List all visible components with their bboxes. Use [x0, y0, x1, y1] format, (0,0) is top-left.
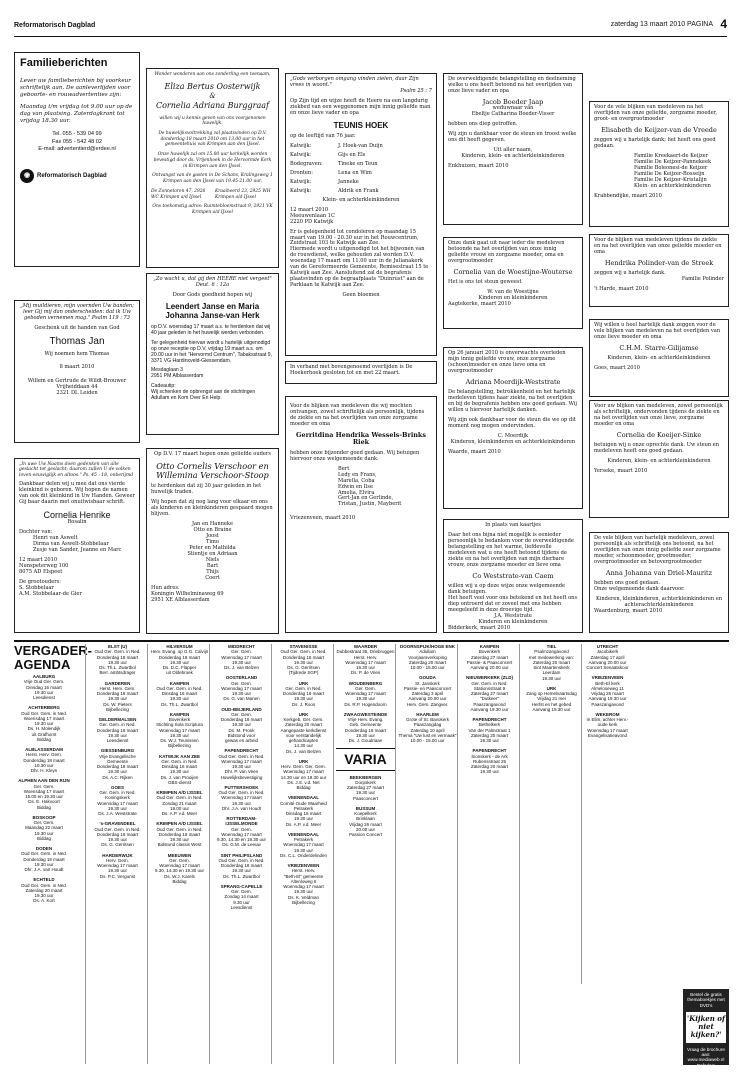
agenda-details: Oud Ger. Gem. in Ned. Woensdag 17 maart 19.30 uur Dhr. P. van Veen Huwelijksbevestiging [218, 753, 265, 780]
deceased-name-caem: Co Weststrate-van Caem [472, 571, 554, 580]
thanks-sinke: Voor uw blijken van medeleven, zowel persoonlijk als schriftelijk, ondervonden tijdens de ziekte en na het overlijden van onze lieve, zorgzame moeder en oma Cornelia de Koeijer-Sinke betuigen wij u onze oprechte dank. Uw steun en medeleven heeft ons goed gedaan. Kinderen, klein- en achterkleinkinderen Yerseke, maart 2010 [589, 400, 729, 518]
agenda-details: Psalmzangavond met medewerking van: Zaterdag 20 maart Sint Maartenskerk Leerdam 19.30 uur [528, 649, 575, 681]
agenda-entry [274, 681, 333, 707]
agenda-place: ECHTELD [33, 877, 55, 883]
obituary-teunis-hoek: „Gods verborgen omgang vinden zielen, daar Zijn vrees in woont." Psalm 25 : 7 Op Zijn tijd en wijze heeft de Heere na een langdurig ziekbed van een weggenomen mijn innig geliefde man en onze lieve vader en opa TEUNIS HOEK op de leeftijd van 76 jaar. Katwijk: J. Hoek-van Duijn Katwijk: Gijs en Els Bodegraven: Tineke en Teun Dronten: Lena en Wim Katwijk: Janneke Katwijk: Aldrik en Frank Klein- en achterkleinkinderen 12 maart 2010 Meeuwenlaan 1C 2220 PD Katwijk Er is gelegenheid tot condoleren op maandag 15 maart van 19.00 - 20.30 uur in het Rouwcentrum, Zuidstraat 103 te Katwijk aan Zee. Hiermede wordt u uitgenodigd tot het bijwonen van de rouwdienst, welke gehouden zal worden D.V. woensdag 17 maart om 11.00 uur in de Julianakerk van de Gereformeerde Gemeente, Remisestraat 15 te Katwijk aan Zee. Aansluitend zal de begrafenis plaatsvinden op de begraafplaats "Duinrust" aan de Parklaan te Katwijk aan Zee. Geen bloemen [285, 73, 437, 356]
ad-quote: 'Kijken of niet kijken?' [686, 1012, 726, 1043]
agenda-entry [212, 644, 271, 670]
agenda-place: PAPENDRECHT [224, 748, 259, 754]
deceased-name-keijzer: Elisabeth de Keijzer-van de Vreede [601, 125, 717, 134]
agenda-entry [398, 675, 457, 707]
page-header [14, 17, 727, 37]
agenda-entry [336, 806, 395, 838]
thanks-baaij: De overweldigende belangstelling en deelneming welke u ons heeft betoond na het overlijden van onze lieve vader en opa Jacob Boeder Jaap weduwnaar van Ebeltje Catharina Boeder-Visser hebben ons diep getroffen. Wij zijn u dankbaar voor de steun en troost welke ons dit heeft gegeven. Uit aller naam, Kinderen, klein- en achterkleinkinderen Enkhuizen, maart 2010 [443, 73, 583, 225]
agenda-place: HAARLEM [416, 711, 439, 717]
agenda-place: DODEN [35, 846, 53, 851]
agenda-details: Bovenkerk Zaterdag 27 maart Passie- & Paasconcert Aanvang 20.00 uur [466, 649, 513, 670]
agenda-place: DOORNSPIJK/HOGE ENK [399, 644, 455, 649]
family-member: Familie De Keijzer-Kristalijn [634, 177, 707, 184]
closure-notice: In verband met bovengenoemd overlijden is De Hoekerhoek gesloten tot en met 22 maart. [285, 361, 437, 384]
agenda-place: BOSKOOP [32, 814, 56, 820]
agenda-entry [88, 644, 147, 676]
family-member: Amelia, Elvira [338, 489, 375, 496]
agenda-entry [460, 644, 519, 670]
agenda-place: PUTTERSHOEK [224, 784, 259, 790]
agenda-details: Oud Ger. Gem. in Ned. Donderdag 18 maart 19.30 uur Bidstond classis West [156, 826, 203, 848]
agenda-place: KAMPEN [169, 711, 190, 717]
agenda-entry [14, 877, 74, 903]
baby-name-henrike: Cornelia Henrike [43, 509, 111, 520]
agenda-details: Comité Oude Waarheid Petrakerk Dinsdag 16 maart 19.30 uur Ds. A.P. v.d. Meer [280, 800, 327, 827]
agenda-entry [212, 675, 271, 701]
agenda-place: VEENENDAAL [287, 831, 319, 837]
agenda-details: Ger. Gem. Donderdag 18 maart 19.30 uur Ds. M. Pronk Bidstond voor gewas en arbeid [220, 711, 263, 743]
couple-names: Leendert Janse en Maria Johanna Janse-van Herk [165, 301, 260, 320]
agenda-place: HILVERSUM [166, 644, 193, 649]
agenda-place: MEEUWEN [167, 852, 192, 858]
groom-name: Eliza Bertus Oosterwijk [164, 81, 261, 91]
agenda-entry [88, 717, 147, 743]
agenda-entry [150, 754, 209, 786]
child-name: Joost [206, 533, 219, 539]
agenda-entry [584, 712, 631, 738]
agenda-details: Herst. Herv. Gem. Donderdag 18 maart 19.30 uur Dhr. H. Kleyn [23, 752, 65, 773]
agenda-entry [460, 748, 519, 774]
agenda-details: Kerkgeb. Ger. Gem. Zaterdag 20 maart Aangepaste kerkdienst voor verstandelijk gehandicapten 14.30 uur Ds. J. van Belzen [280, 717, 327, 754]
contact-fax: Fax 055 - 542 48 02 [51, 138, 103, 145]
agenda-place: KRIMPEN A/D IJSSEL [156, 790, 203, 795]
agenda-details: Oud Ger. Gem. in Ned. Donderdag 18 maart 19.30 uur Dhr. J.A. van Houdt [20, 851, 68, 872]
agenda-entry [150, 681, 209, 707]
agenda-entry [14, 778, 74, 810]
thanks-moerdijk: Op 26 januari 2010 is onverwachts overleden mijn innig geliefde vrouw, onze zorgzame (schoon)moeder en onze lieve oma en overgrootmoeder Adriana Moerdijk-Weststrate De belangstelling, betrokkenheid en het hartelijk medeleven tijdens haar ziekte, na het overlijden en bij de begrafenis hebben ons goed gedaan. Wij willen u hiervoor hartelijk danken. Wij zijn ook dankbaar voor de steun die we op dit moment nog mogen ondervinden. C. Moerdijk Kinderen, kleinkinderen en achterkleinkinderen Waarde, maart 2010 [443, 347, 583, 509]
agenda-entry [150, 712, 209, 749]
agenda-details: In Elim, achter Herv.-oude kerk Woensdag 17 maart Evangelisatieavond [586, 717, 629, 738]
agenda-entry [14, 747, 74, 773]
agenda-entry [150, 853, 209, 885]
agenda-place: UTRECHT [596, 644, 619, 649]
agenda-details: Ger. Gem. in Ned. Stationsstraat 9 Zaterdag 27 maart "Dutkeer" Paaszangavond Aanvang 19.30 uur [470, 680, 509, 712]
familieberichten-intro: Lever uw familieberichten bij voorkeur schriftelijk aan. De aanleverlijden voor geboorte- en rouwadvertenties zijn: [20, 77, 131, 99]
agenda-place: WEKEROM [595, 711, 620, 717]
family-list [594, 154, 724, 190]
agenda-entry [274, 712, 333, 754]
family-row [290, 189, 432, 195]
page-number: 4 [720, 17, 727, 31]
deceased-name-sinke: Cornelia de Koeijer-Sinke [616, 430, 702, 439]
agenda-place: URK [298, 680, 309, 686]
agenda-entry [460, 675, 519, 712]
children-list [151, 522, 274, 582]
baby-name: Thomas Jan [49, 335, 105, 347]
agenda-place: GELDERMALSEN [98, 717, 137, 722]
family-member: Edwin en Ilse [338, 483, 374, 490]
agenda-place: URK [546, 685, 557, 691]
agenda-place: PAPENDRECHT [472, 717, 507, 722]
agenda-place: GIESSENBURG [100, 748, 135, 754]
agenda-details: Ger. Gem. Zondag 14 maart 9.30 uur Leesdienst [224, 889, 259, 910]
agenda-place: PAPENDRECHT [472, 748, 507, 754]
agenda-details: Ger. Gem. Woensdag 17 maart 19.30 uur Ds. R.P. Hogendoorn [344, 685, 387, 707]
agenda-details: Ger. Gem. Woensdag 17 maart 19.30 uur Ds. J. van Belzen [221, 649, 262, 670]
agenda-place: VRIEZENVEEN [287, 863, 320, 868]
agenda-details: Beth-El kerk Almeloseweg 11 Vrijdag 26 maart Aanvang 19.30 uur Paaszangavond [588, 680, 627, 707]
agenda-details: Oud Ger. Gem. in Ned. Zondag 21 maart 19.00 uur Ds. A.P. v.d. Meer [156, 795, 203, 816]
agenda-place: WOUDENBERG [348, 680, 383, 686]
agenda-entry [336, 712, 395, 744]
agenda-entry [88, 681, 147, 713]
agenda-title: VERGADER-AGENDA [14, 643, 93, 672]
agenda-details: Herst. Herv. Gem. Donderdag 18 maart 19.30 uur Ds. W. Pieters Bijbellezing [96, 685, 139, 712]
agenda-column [271, 644, 333, 1064]
agenda-entry [274, 832, 333, 858]
family-place: Katwijk: [290, 151, 312, 158]
agenda-place: HARDERWIJK [102, 852, 133, 858]
agenda-details: Oud Ger. Gem. in Ned. Donderdag 18 maart 19.30 uur Ds. Th.L. Zwartbol [218, 857, 265, 879]
agenda-place: ELST (U) [108, 644, 127, 649]
agenda-details: Ger. Gem. Woensdag 17 maart 9.30, 14.30 en 19.30 uur Ds. G.M. de Leeuw [216, 826, 267, 848]
child-name: Timo [206, 538, 219, 545]
family-member: Marella, Coba [338, 477, 375, 484]
family-name: Janneke [338, 178, 359, 185]
agenda-place: TIEL [546, 644, 557, 649]
family-member: Gert-Jan en Gerlinde, [338, 495, 394, 502]
contact-email[interactable]: E-mail: advertentierd@erdee.nl [38, 145, 116, 152]
family-row [290, 162, 432, 168]
familieberichten-title: Familieberichten [20, 57, 108, 69]
child-name: Otto en Braine [193, 527, 232, 534]
agenda-details: Zang op Hemelvaartsdag Vrijdag 21 mei Herfst en het gebed Aanvang 19.30 uur [526, 691, 577, 712]
agenda-details: Oud Ger. Gem. in Ned. Donderdag 18 maart 19.30 uur Ds. G. Gerritsen [94, 826, 141, 848]
family-member: Familie Kreekaert-de Keijzer [634, 153, 709, 160]
agenda-entry [274, 795, 333, 827]
agenda-entry [88, 785, 147, 817]
family-list [290, 144, 432, 195]
agenda-place: GOUDA [419, 675, 436, 681]
agenda-place: ALPHEN AAN DEN RIJN [18, 778, 70, 784]
agenda-place: KAMPEN [479, 644, 500, 649]
agenda-entry [274, 759, 333, 791]
agenda-entry [212, 707, 271, 744]
couple-names-verschoor: Otto Cornelis Verschoor en Willemina Verschoor-Stoop [156, 460, 269, 481]
agenda-column [85, 644, 147, 1064]
agenda-entry [584, 644, 631, 670]
agenda-entry [398, 644, 457, 670]
family-row [290, 180, 432, 186]
child-name: Stientje en Adriaan [187, 550, 238, 557]
agenda-place: URK [298, 711, 309, 717]
family-name: Tineke en Teun [338, 160, 378, 167]
deceased-name: TEUNIS HOEK [333, 120, 389, 130]
agenda-details: Ger. Gem. in Ned. Donderdag 18 maart 19.30 uur Ds. J. Roos [282, 685, 325, 707]
family-row [290, 153, 432, 159]
family-member: Familie Boleonesi-de Keijzer [634, 165, 708, 172]
child-name: Coert [205, 574, 220, 581]
agenda-details: Bovenkerk Stichting Sola Scriptura Woensdag 17 maart 19.30 uur Ds. W.J. Teunissen Bijbellezing [156, 717, 203, 749]
agenda-entry [150, 644, 209, 676]
family-member: Ledy en Frans, [338, 471, 377, 478]
agenda-details: Oud Ger. Gem. in Ned. Woensdag 17 maart 19.30 uur Ds. H. Molendijk uit Grafhorst Biddag [20, 710, 68, 742]
familieberichten-deadline: Maandag t/m vrijdag tot 9.00 uur op de dag van plaatsing. Zaterdagkrant tot vrijdag 18.30 uur. [20, 103, 133, 125]
agenda-details: Jacobikerk Zaterdag 17 april Aanvang 20.00 uur Concert Senaatskoor [586, 649, 629, 670]
agenda-place: SPRANG-CAPELLE [220, 883, 263, 889]
birth-thomas: „Mij muildieren, mijn voernden Uw banden; leer Gij mij dan onderscheiden: dat ik Uw geboden vernemen mag." Psalm 119 : 73 Geschenk uit de handen van God Thomas Jan Wij noemen hem Thomas 8 maart 2010 Willem en Gertrude de Wildt-Brouwer Vrijheiddaan 44 2321 DL Leiden [14, 300, 140, 443]
thanks-gilijamse: Wij willen u heel hartelijk dank zeggen voor de vele blijken van medeleven na het overlijden van onze lieve moeder en oma C.H.M. Starre-Gilijamse Kinderen, klein- en achterkleinkinderen Goes, maart 2010 [589, 319, 729, 397]
agenda-details: Vrije Evangelische Gemeente Donderdag 18 maart 19.30 uur Ds. A.C. Rijken [96, 753, 139, 780]
agenda-entry [14, 815, 74, 841]
agenda-details: Ger. Gem. Maandag 22 maart 19.30 uur Biddag [25, 820, 63, 841]
deceased-name-baaij: Jacob Boeder Jaap [482, 97, 544, 106]
agenda-entry [88, 853, 147, 879]
agenda-details: Herst. Herv. "Beth-El" gemeente Altenloweg 6 Woensdag 17 maart 19.30 uur Ds. K. Veldman Bijbellezing [283, 868, 324, 905]
bride-name: Cornelia Adriana Burggraaf [155, 101, 269, 111]
family-name: Gijs en Els [338, 151, 366, 158]
agenda-place: WAARDER [353, 644, 378, 649]
agenda-entry [14, 846, 74, 872]
agenda-entry [212, 853, 271, 879]
rd-logo-icon: ◉ [20, 169, 34, 183]
agenda-place: KAMPEN [169, 680, 190, 686]
agenda-entry [336, 775, 395, 801]
agenda-details: Ger. Gem. Woensdag 17 maart 15.00 en 19.30 uur Ds. E. Hakvoort Biddag [23, 783, 65, 810]
agenda-details: Petrakerk Woensdag 17 maart 19.30 uur Ds. C.L. Onderdelinden [279, 837, 328, 858]
wedding-announcement: Wonder wonderen aan ons zonderling een toenaam, Eliza Bertus Oosterwijk & Cornelia Adriana Burggraaf willen wij u kennis geven van ons voorgenomen huwelijk. De huwelijksvoltrekking zal plaatsvinden op D.V. donderdag 18 maart 2010 om 13.00 uur in het gemeentehuis van Krimpen aan den IJssel. Onze huwelijk zal om 15.00 uur kerkelijk worden bevestigd door ds. Vrijenhoek in de Hervormde Kerk in Krimpen aan den IJssel. Ontvangst van de gasten in De Schans, Kralingsweg 1 Krimpen aan den IJssel van 19.45-21.00 uur. De Zonnetoren 47, 2926 WC Krimpen a/d IJssel Kraaiheerd 23, 2925 WH Krimpen a/d IJssel Ons toekomstig adres: Ruimtebloemstraat 9, 2921 VK Krimpen a/d IJssel [146, 68, 279, 268]
birth-cornelia-henrike: „In uwe Uw Naams doen gedenken van alle geslacht tot geslacht; daarom zullen U de volken loven eeuwiglijk en altoos." Ps. 45 : 18, onberijmd Dankbaar delen wij u mee dat ons vierde kleinkind is geboren. Wij hopen de namen van ook dit kleinkind in Uw Handen. Geweer Gij baar daarin met onuitwisbaar schrift. Cornelia Henrike Rosalin Dochter van: Henri van Aswelt Dirma van Aswelt-Stobbelaar Zusje van Sander, Jeanne en Marc 12 maart 2010 Nunspeterweg 100 8075 AD Elspeet De grootouders: S. Stobbelaar A.M. Stobbelaar-de Gier [14, 458, 140, 633]
agenda-entry [522, 686, 581, 712]
agenda-place: MIDDRECHT [228, 644, 255, 649]
agenda-place: GARDEREN [104, 680, 131, 686]
family-row [290, 144, 432, 150]
agenda-details: Sionskerk - de Ark Rubensstraat 25 Zaterdag 20 maart 19.30 uur [470, 753, 509, 775]
deceased-name-wessels: Gerritdina Hendrika Wessels-Brinks Riek [296, 430, 426, 447]
varia-heading: VARIA [336, 748, 395, 770]
agenda-details: Ger. Gem. in Ned. Donderdag 18 maart 19.30 uur Leesdienst [96, 722, 139, 743]
agenda-place: GOES [110, 784, 124, 790]
agenda-entry [212, 884, 271, 910]
family-member: Bert [338, 465, 350, 472]
rd-logo: ◉ Reformatorisch Dagblad [20, 169, 134, 183]
agenda-column [519, 644, 581, 1064]
agenda-details: Koepelkerk Brinklaan Vrijdag 26 maart 20.00 uur Passion Concert [348, 811, 383, 838]
agenda-place: VEENENDAAL [287, 795, 319, 801]
agenda-column [147, 644, 209, 1064]
thanks-streek: Voor de blijken van medeleven tijdens de ziekte en na het overlijden van onze geliefde moeder en oma Hendrika Polinder-van de Streek zeggen wij u hartelijk dank. Familie Polinder 't Harde, maart 2010 [589, 234, 729, 307]
agenda-details: Oud Ger. Gem. in Ned. Woensdag 17 maart 19.30 uur Dhr. J.A. van Houdt [218, 790, 265, 811]
agenda-entry [14, 705, 74, 742]
deceased-name-mauritz: Anna Johanna van Driel-Mauritz [605, 568, 713, 577]
familieberichten-box [14, 52, 140, 267]
child-name: Peter en Mathilda [189, 544, 236, 551]
family-list [290, 467, 432, 509]
agenda-details: Adullam Voorjaarsverkoping Zaterdag 20 maart 10.00 - 15.00 uur [408, 649, 447, 670]
issue-date: zaterdag 13 maart 2010 PAGINA [610, 21, 713, 28]
agenda-entry [398, 712, 457, 744]
agenda-place: 's-GRAVENDEEL [99, 821, 136, 827]
family-member: Tristan, Justin, Mayberit [338, 501, 402, 508]
agenda-details: Oud Ger. Gem. in Ned. Dinsdag 16 maart 19.30 uur Ds. Th.L. Zwartbol [156, 685, 203, 707]
agenda-column [581, 644, 631, 984]
agenda-place: URK [298, 758, 309, 764]
child-name: Bart [206, 562, 219, 569]
agenda-details: Vrije Herv. Evang. Geb. Gemeente Donderdag 18 maart 19.30 uur Ds. J. Goudriaan [344, 717, 387, 743]
family-name: Aldrik en Frank [338, 187, 379, 194]
anniversary-verschoor: Op D.V. 17 maart hopen onze geliefde ouders Otto Cornelis Verschoor en Willemina Verschoor-Stoop te herdenken dat zij 30 jaar geleden in het huwelijk traden. Wij hopen dat zij nog lang voor elkaar en ons als kinderen en kleinkinderen gespaard mogen blijven. Jan en Hanneke Otto en Braine Joost Timo Peter en Mathilda Stientje en Adriaan Niels Bart Thijs Coert Hun adres: Koningin Wilhelminaweg 69 2951 XE Alblasserdam [146, 448, 279, 634]
thanks-wouterse: Onze dank gaat uit naar ieder die medeleven betoonde na het overlijden van onze innig geliefde vrouw en zorgzame moeder, oma en overgrootmoeder Cornelia van de Woestijne-Wouterse Het is ons tot steun geweest W. van de Woestijne Kinderen en kleinkinderen Aagtekerke, maart 2010 [443, 237, 583, 329]
agenda-details: Ger. Gem. Woensdag 17 maart 9.30, 14.30 en 19.30 uur Ds. W.J. Karels Biddag [154, 857, 205, 884]
agenda-details: Oud Ger. Gem. in Ned. Donderdag 18 maart 19.30 uur Ds. G. Gerritsen (Tijdrede SGP) [280, 649, 327, 676]
agenda-place: SINT PHILIPSLAND [220, 852, 263, 858]
family-place: Katwijk: [290, 178, 312, 185]
deceased-name-wouterse: Cornelia van de Woestijne-Wouterse [453, 267, 573, 276]
agenda-entry [584, 675, 631, 707]
family-place: Katwijk: [290, 187, 312, 194]
agenda-entry [336, 681, 395, 707]
agenda-place: KATWIJK AAN ZEE [159, 753, 200, 759]
agenda-place: ROTTERDAM-IJSSELMONDE [225, 816, 258, 827]
anniversary-janse: „Zo wacht u, dat gij den HEERE niet vergeet" Deut. 6 : 12a Door Gods goedheid hopen wij Leendert Janse en Maria Johanna Janse-van Herk op D.V. woensdag 17 maart a.s. te herdenken dat wij 40 jaar geleden in het huwelijk werden verbonden. Ter gelegenheid hiervan wordt u hartelijk uitgenodigd op onze receptie op D.V. vrijdag 19 maart a.s. om 20.00 uur in het "Hervormd Centrum", Tabaksstraat 9, 3371 VG Hardinxveld-Giessendam. Mesdaglaan 3 2951 PM Alblasserdam Cadeautip: Wij schenken de opbrengst aan de stichtingen Adullam en Kom Over En Help. [146, 273, 279, 435]
agenda-entry [212, 816, 271, 848]
agenda-details: Herv. Gem. Woensdag 17 maart 19.30 uur Ds. P.C. Vergunst [97, 857, 138, 879]
agenda-entry [88, 821, 147, 847]
agenda-place: OUD-BEIJERLAND [221, 706, 262, 712]
family-row [290, 171, 432, 177]
agenda-details: Ger. Gem. Woensdag 17 maart 19.30 uur Ds. G. van Manen [221, 680, 262, 702]
thanks-caem: In plaats van kaartjes Daar het ons bijna niet mogelijk is eenieder persoonlijk te bedanken voor de overweldigende belangstelling en het warme, liefdevolle medeleven wat u ons heeft betoond tijdens de ziekte en na het overlijden van mijn dierbare vrouw, onze zorgzame moeder en lieve oma Co Weststrate-van Caem willen wij u op deze wijze onze welgemeende dank betuigen. Het heeft veel voor ons betekend en het heeft ons diep ontroerd dat er zoveel met ons hebben meegeleefd in deze droevige tijd. J.A. Weststrate Kinderen en kleinkinderen Bidderkerk, maart 2010 [443, 519, 583, 633]
agenda-details: Dorpskerk Zaterdag 27 maart 19.30 uur Paasconcert [346, 779, 385, 801]
agenda-entry [460, 717, 519, 743]
family-place: Dronten: [290, 169, 313, 176]
deceased-name-streek: Hendrika Polinder-van de Streek [604, 258, 714, 267]
agenda-details: Dubbestraat 35, Driebruggen Herst. Herv. Woensdag 17 maart 19.30 uur Ds. P. de Vries [336, 649, 395, 676]
thanks-mauritz: De vele blijken van hartelijk medeleven, zowel persoonlijk als schriftelijk ons betoond, na het overlijden van onze innig geliefde zeer zorgzame moeder, schoonmoeder, grootmoeder, overgrootmoeder en betovergrootmoeder Anna Johanna van Driel-Mauritz hebben ons goed gedaan. Onze welgemeende dank daarvoor. Kinderen, kleinkinderen, achterkleinkinderen en achterachterkleinkinderen Waardenburg, maart 2010 [589, 532, 729, 633]
paper-name: Reformatorisch Dagblad [14, 22, 96, 29]
agenda-place: AALBURG [32, 674, 56, 679]
agenda-place: ALBLASSERDAM [25, 747, 63, 752]
vergader-agenda [14, 640, 729, 1073]
agenda-entry [212, 748, 271, 780]
agenda-entry [274, 644, 333, 676]
child-name: Niels [205, 556, 220, 563]
deceased-name-gilijamse: C.H.M. Starre-Gilijamse [619, 343, 699, 352]
agenda-details: Oud Ger. Gem. in Ned. Donderdag 18 maart 19.30 uur Ds. Th.L. Zwartbol Berr. ambtsdrager [94, 649, 141, 676]
contact-tel: Tel. 055 - 539 04 99 [52, 131, 102, 138]
agenda-details: Ger. Gem. in Ned. Dinsdag 16 maart 19.30 uur Ds. J. van Prooijen GBS-dienst [160, 758, 199, 785]
brochure-ad[interactable]: Bestel de gratis themaboekjes met DVD's 'Kijken of niet kijken?' Vraag de brochure aan: www.mediaweb.nl Refodom 7500 AP Apeldoorn [683, 989, 729, 1065]
family-member: Klein- en achterkleinkinderen [634, 183, 711, 190]
deceased-name-moerdijk: Adriana Moerdijk-Weststrate [465, 377, 561, 386]
family-name: J. Hoek-van Duijn [338, 143, 383, 150]
agenda-place: NIEUWERKERK (ZLD) [466, 675, 513, 681]
agenda-details: Bethelkerk Van der Palmstraat 1 Zaterdag 20 maart 19.30 uur [468, 722, 511, 743]
family-place: Bodegraven: [290, 160, 323, 167]
agenda-details: Oud Ger. Gem. in Ned. Zaterdag 20 maart 19.30 uur Ds. A. Kort [20, 882, 68, 904]
agenda-details: Vrije Oud Ger. Gem. Dinsdag 16 maart 19.30 uur Leesdienst [23, 679, 65, 700]
agenda-entry [150, 790, 209, 816]
agenda-place: OOSTERLAND [225, 675, 258, 681]
agenda-place: ACHTERBERG [28, 705, 60, 711]
agenda-place: VRIEZENVEEN [591, 675, 624, 681]
thanks-wessels: Voor de blijken van medeleven die wij mochten ontvangen, zowel schriftelijk als persoonlijk, tijdens de ziekte en na het overlijden van onze zorgzame moeder en oma Gerritdina Hendrika Wessels-Brinks Riek hebben onze bijzonder goed gedaan. Wij betuigen hiervoor onze welgemeende dank. Bert Ledy en Frans, Marella, Coba Edwin en Ilse Amelia, Elvira Gert-Jan en Gerlinde, Tristan, Justin, Mayberit Vriezenveen, maart 2010 [285, 396, 437, 633]
agenda-column [209, 644, 271, 1064]
agenda-place: BUSSUM [355, 805, 376, 811]
family-name: Lena en Wim [338, 169, 372, 176]
agenda-column [395, 644, 457, 1064]
agenda-place: ZWAAGWESTEINDE [343, 711, 388, 717]
agenda-column [333, 644, 395, 1064]
child-name: Thijs [206, 568, 219, 575]
family-member: Familie De Keijzer-Bosseijn [634, 171, 705, 178]
agenda-entry [88, 748, 147, 780]
thanks-keijzer: Voor de vele blijken van medeleven na het overlijden van onze geliefde, zorgzame moeder, groot- en overgrootmoeder Elisabeth de Keijzer-van de Vreede zeggen wij u hartelijk dank; het heeft ons goed gedaan. Familie Kreekaert-de Keijzer Familie De Keijzer-Pannekeek Familie Boleonesi-de Keijzer Familie De Keijzer-Bosseijn Familie De Keijzer-Kristalijn Klein- en achterkleinkinderen Krabbendijke, maart 2010 [589, 101, 729, 227]
agenda-entry [14, 674, 74, 700]
agenda-place: BEEKBERGEN [349, 774, 382, 780]
agenda-details: Herv. Gem. Ger. Gem. Woensdag 17 maart 14.30 uur en 19.30 uur Ds. J.S. v.d. Net Biddag [280, 764, 327, 790]
agenda-place: STAVENISSE [289, 644, 318, 649]
agenda-details: Herv. Evang. op G.G. Calvijn Donderdag 18 maart 19.30 uur Ds. D.C. Flapper uit Oldebroek [150, 649, 209, 676]
agenda-entry [212, 785, 271, 811]
agenda-details: Ger. Gem. in Ned. Koningskerk Woensdag 17 maart 19.30 uur Ds. J.A. Weststrate [97, 790, 138, 816]
agenda-details: St. Janskerk Passie- en Paasconcert Zaterdag 3 april Aanvang 20.00 uur Herv. Gem. Zangver. [403, 680, 452, 707]
agenda-details: Grote of St. Bavokerk Paaszangdag Zaterdag 10 april Thema "Uw lust en vermaak" 10.00 - 15.00 uur [398, 717, 457, 743]
family-place: Katwijk: [290, 143, 312, 150]
agenda-place: KRIMPEN A/D IJSSEL [156, 821, 203, 827]
agenda-entry [522, 644, 581, 681]
agenda-entry [336, 644, 395, 676]
agenda-column [14, 674, 74, 1064]
family-member: Familie De Keijzer-Pannekeek [634, 159, 712, 166]
agenda-column [457, 644, 519, 1064]
agenda-entry [274, 863, 333, 905]
child-name: Jan en Hanneke [191, 521, 234, 528]
agenda-entry [150, 821, 209, 847]
